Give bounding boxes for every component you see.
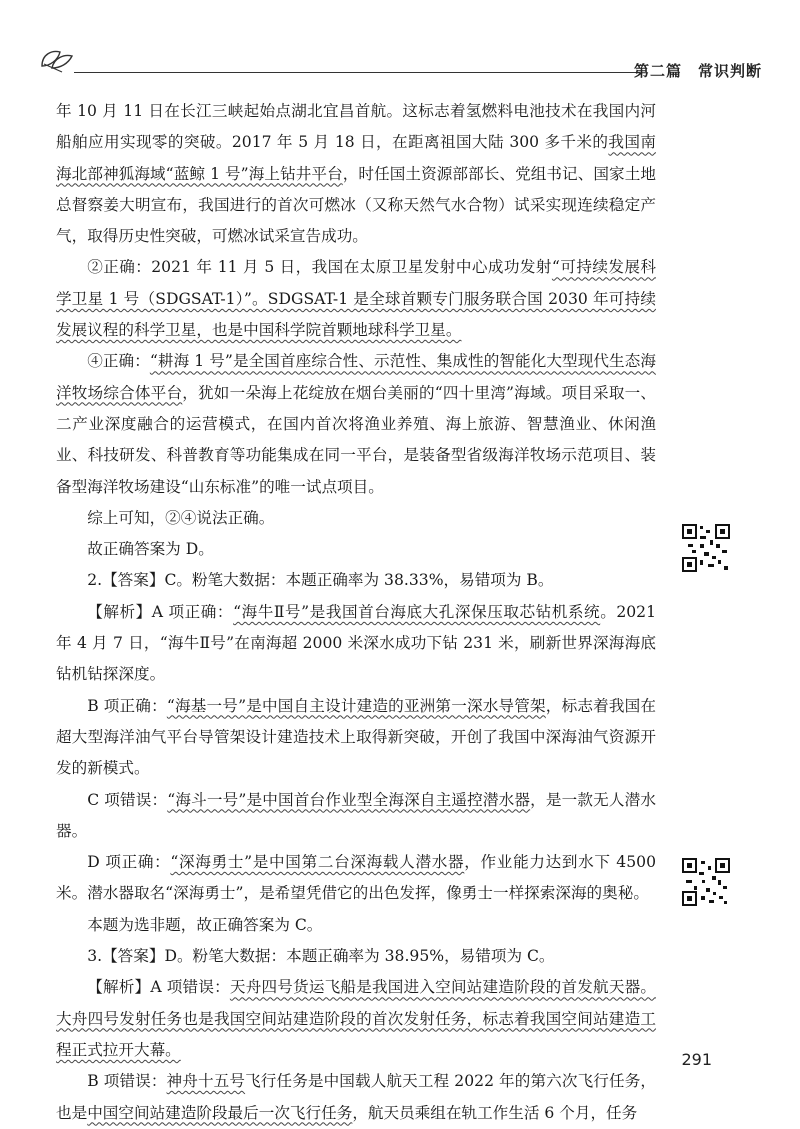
paragraph: 【解析】A 项正确：“海牛Ⅱ号”是我国首台海底大孔深保压取芯钻机系统。2021 年 4 月 7 日，“海牛Ⅱ号”在南海超 2000 米深水成功下钻 231 米，刷新世界深海海底钻机钻探深度。 xyxy=(56,602,657,684)
page-number: 291 xyxy=(681,1050,712,1069)
header-rule xyxy=(74,72,640,73)
leaf-icon xyxy=(38,44,74,74)
paragraph: 综上可知，②④说法正确。 xyxy=(87,508,275,527)
paragraph: 故正确答案为 D。 xyxy=(87,540,214,559)
answer-line: 3.【答案】D。粉笔大数据：本题正确率为 38.95%，易错项为 C。 xyxy=(87,947,555,966)
page-body xyxy=(56,96,656,1129)
paragraph: B 项正确：“海基一号”是中国自主设计建造的亚洲第一深水导管架，标志着我国在超大型海洋油气平台导管架设计建造技术上取得新突破，开创了我国中深海油气资源开发的新模式。 xyxy=(56,696,656,778)
section-title: 第二篇 常识判断 xyxy=(633,62,762,80)
paragraph: ②正确：2021 年 11 月 5 日，我国在太原卫星发射中心成功发射“可持续发展科学卫星 1 号（SDGSAT-1）”。SDGSAT-1 是全球首颗专门服务联合国 2030 年可持续发展议程的科学卫星，也是中国科学院首颗地球科学卫星。 xyxy=(56,258,656,340)
paragraph: B 项错误：神舟十五号飞行任务是中国载人航天工程 2022 年的第六次飞行任务，也是中国空间站建造阶段最后一次飞行任务，航天员乘组在轨工作生活 6 个月，任务 xyxy=(56,1072,656,1122)
paragraph: D 项正确：“深海勇士”是中国第二台深海载人潜水器，作业能力达到水下 4500 米。潜水器取名“深海勇士”，是希望凭借它的出色发挥，像勇士一样探索深海的奥秘。 xyxy=(56,853,656,903)
paragraph: 【解析】A 项错误：天舟四号货运飞船是我国进入空间站建造阶段的首发航天器。大舟四号发射任务也是我国空间站建造阶段的首次发射任务，标志着我国空间站建造工程正式拉开大幕。 xyxy=(56,978,656,1059)
page-header xyxy=(38,40,762,80)
paragraph: 本题为选非题，故正确答案为 C。 xyxy=(87,915,323,934)
qr-code-icon[interactable] xyxy=(682,524,730,572)
paragraph: C 项错误：“海斗一号”是中国首台作业型全海深自主遥控潜水器，是一款无人潜水器。 xyxy=(56,790,656,840)
paragraph: ④正确：“耕海 1 号”是全国首座综合性、示范性、集成性的智能化大型现代生态海洋牧场综合体平台，犹如一朵海上花绽放在烟台美丽的“四十里湾”海域。项目采取一、二产业深度融合的运营模式，在国内首次将渔业养殖、海上旅游、智慧渔业、休闲渔业、科技研发、科普教育等功能集成在同一平台，是装备型省级海洋牧场示范项目、装备型海洋牧场建设“山东标准”的唯一试点项目。 xyxy=(56,352,656,496)
qr-code-icon[interactable] xyxy=(682,858,730,906)
paragraph: 年 10 月 11 日在长江三峡起始点湖北宜昌首航。这标志着氢燃料电池技术在我国内河船舶应用实现零的突破。2017 年 5 月 18 日，在距离祖国大陆 300 多千米的我国南海北部神狐海域“蓝鲸 1 号”海上钻井平台，时任国土资源部部长、党组书记、国家土地总督察姜大明宣布，我国进行的首次可燃冰（又称天然气水合物）试采实现连续稳定产气，取得历史性突破，可燃冰试采宣告成功。 xyxy=(56,102,656,246)
answer-line: 2.【答案】C。粉笔大数据：本题正确率为 38.33%，易错项为 B。 xyxy=(87,571,554,590)
